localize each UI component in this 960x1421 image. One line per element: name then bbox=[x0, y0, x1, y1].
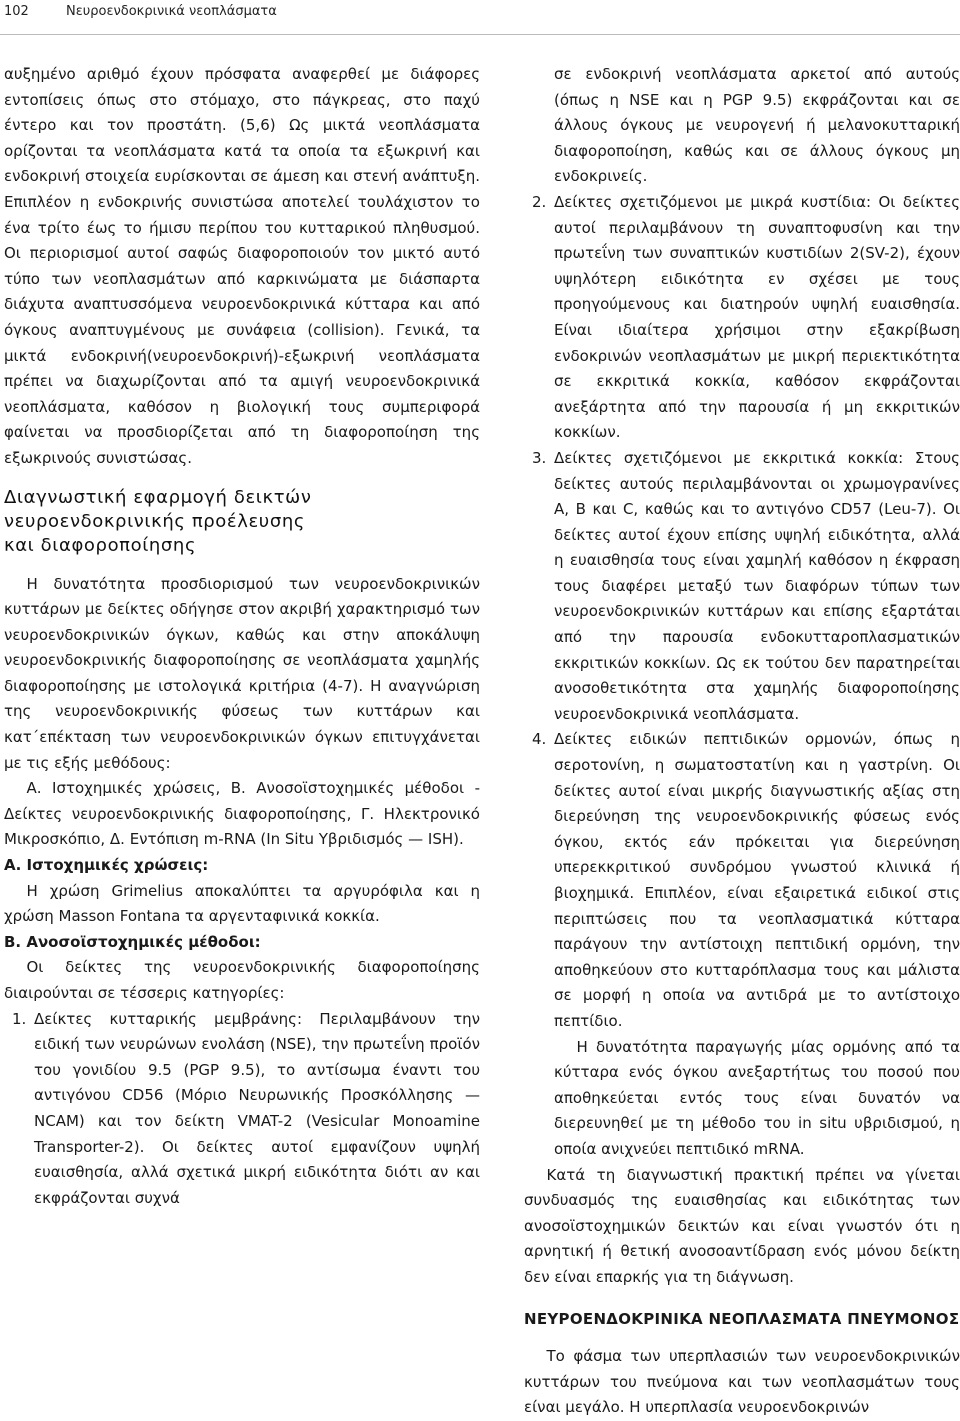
lung-intro-paragraph: Το φάσμα των υπερπλασιών των νευροενδοκρινικών κυττάρων του πνεύμονα και των νεοπλασμάτων τους είναι μεγάλο. Η υπερπλασία νευροενδοκρινών bbox=[524, 1347, 960, 1417]
marker-list bbox=[4, 1007, 480, 1212]
section-title-line-2: νευροενδοκρινικής προέλευσης bbox=[4, 510, 306, 532]
left-column bbox=[4, 62, 480, 1211]
list-item-text: Δείκτες σχετιζόμενοι με μικρά κυστίδια: Οι δείκτες αυτοί περιλαμβάνουν τη συναπτοφυσίνη και την πρωτεΐνη των συναπτικών κυστιδίων 2(SV-2), έχουν υψηλότερη ειδικότητα εν σχέσει με τους προηγούμενους και διατηρούν υψηλή ευαισθησία. Είναι ιδιαίτερα χρήσιμοι στην εξακρίβωση ενδοκρινών νεοπλασμάτων με μικρή περιεκτικότητα σε εκκριτικά κοκκία, καθόσον εκφράζονται ανεξάρτητα από την παρουσία ή μη εκκριτικών κοκκίων. bbox=[554, 192, 960, 442]
list-item bbox=[524, 62, 960, 190]
section-heading-lung-neoplasms: ΝΕΥΡΟΕΝΔΟΚΡΙΝΙΚΑ ΝΕΟΠΛΑΣΜΑΤΑ ΠΝΕΥΜΟΝΟΣ bbox=[524, 1309, 960, 1328]
list-item bbox=[524, 727, 960, 1162]
list-item-number: 4. bbox=[532, 730, 547, 749]
list-item-number: 1. bbox=[12, 1009, 27, 1028]
intro-paragraph: αυξημένο αριθμό έχουν πρόσφατα αναφερθεί με διάφορες εντοπίσεις όπως στο στόμαχο, στο πάγκρεας, στο παχύ έντερο και τον προστάτη. (5,6) Ως μικτά νεοπλάσματα ορίζονται τα νεοπλάσματα κατά τα οποία τα εξωκρινή και ενδοκρινή στοιχεία ευρίσκονται σε άμεση και στενή ανάπτυξη. Επιπλέον η ενδοκρινής συνιστώσα αποτελεί τουλάχιστον το ένα τρίτο έως το ήμισυ περίπου του κυτταρικού πληθυσμού. Οι περιορισμοί αυτοί σαφώς διαφοροποιούν τον μικτό αυτό τύπο των νεοπλασμάτων από καρκινώματα με διάσπαρτα διάχυτα αναπτυσσόμενα νευροενδοκρινικά κύτταρα και από όγκους αναπτυγμένους με συνάφεια (collision). Γενικά, τα μικτά ενδοκρινή(νευροενδοκρινή)-εξωκρινή νεοπλάσματα πρέπει να διαχωρίζονται από τα αμιγή νευροενδοκρινικά νεοπλάσματα, καθόσον η βιολογική τους συμπεριφορά φαίνεται να προσδιορίζεται από τη διαφοροποίηση της εξωκρινούς συνιστώσας. bbox=[4, 65, 480, 467]
list-item bbox=[4, 1007, 480, 1212]
list-item-text: Δείκτες σχετιζόμενοι με εκκριτικά κοκκία: Στους δείκτες αυτούς περιλαμβάνονται οι χρωμογρανίνες Α, Β και C, καθώς και το αντιγόνο CD57 (Leu-7). Οι δείκτες αυτοί έχουν επίσης υψηλή ειδικότητα, αλλά η ευαισθησία τους είναι χαμηλή καθόσον η έκφραση τους διαφέρει μεταξύ των διαφόρων τύπων των νευροενδοκρινικών κυττάρων και επίσης εξαρτάται από την παρουσία ενδοκυτταροπλασματικών εκκριτικών κοκκίων. Ως εκ τούτου δεν παρατηρείται ανοσοθετικότητα στα χαμηλής διαφοροποίησης νευροενδοκρινικά νεοπλάσματα. bbox=[554, 448, 960, 723]
list-item-text: Δείκτες ειδικών πεπτιδικών ορμονών, όπως η σεροτονίνη, η σωματοστατίνη και η γαστρίνη. Οι δείκτες αυτοί είναι μικρής διαγνωστικής αξίας στη διερεύνηση της νευροενδοκρινικής φύσεως ενός όγκου, εκτός εάν πρόκειται για διερεύνηση υπερεκκριτικού συνδρόμου γνωστού κλινικά ή βιοχημικά. Επιπλέον, είναι εξαιρετικά ειδικοί στις περιπτώσεις που τα νεοπλασματικά κύτταρα παράγουν την αντίστοιχη πεπτιδική ορμόνη, την αποθηκεύουν στο κυτταρόπλασμα τους και μάλιστα σε μορφή η οποία να αντιδρά με το αντίστοιχο πεπτίδιο. bbox=[554, 730, 960, 1030]
page-number: 102 bbox=[4, 4, 29, 19]
methods-intro-paragraph: Η δυνατότητα προσδιορισμού των νευροενδοκρινικών κυττάρων με δείκτες οδήγησε στον ακριβή χαρακτηρισμό των νευροενδοκρινικών όγκων, καθώς και στην αποκάλυψη νευροενδοκρινικής διαφοροποίησης σε νεοπλάσματα χαμηλής διαφοροποίησης με ιστολογικά κριτήρια (4-7). Η αναγνώριση της νευροενδοκρινικής φύσεως των κυττάρων και κατ΄επέκταση των νευροενδοκρινικών όγκων επιτυγχάνεται με τις εξής μεθόδους: bbox=[4, 574, 480, 772]
list-item-number: 2. bbox=[532, 192, 547, 211]
section-title-line-1: Διαγνωστική εφαρμογή δεικτών bbox=[4, 486, 312, 508]
right-column bbox=[524, 62, 960, 1421]
list-item-subparagraph: Η δυνατότητα παραγωγής μίας ορμόνης από τα κύτταρα ενός όγκου ανεξαρτήτως του ποσού που αποθηκεύεται εντός τους είναι δυνατόν να διερευνηθεί με τη μέθοδο του in situ υβριδισμού, η οποία ανιχνεύει πεπτιδικό mRNA. bbox=[554, 1037, 960, 1158]
running-title: Νευροενδοκρινικά νεοπλάσματα bbox=[66, 4, 277, 19]
diagnostic-practice-paragraph: Κατά τη διαγνωστική πρακτική πρέπει να γίνεται συνδυασμός της ευαισθησίας και ειδικότητας των ανοσοϊστοχημικών δεικτών και είναι γνωστόν ότι η αρνητική ή θετική ανοσοαντίδραση ενός μόνου δείκτη δεν είναι επαρκής για τη διάγνωση. bbox=[524, 1165, 960, 1286]
list-item-text: Δείκτες κυτταρικής μεμβράνης: Περιλαμβάνουν την ειδική των νευρώνων ενολάση (NSE), την πρωτεΐνη προϊόν του γονιδίου 9.5 (PGP 9.5), το αντίσωμα έναντι του αντιγόνου CD56 (Μόριο Νευρωνικής Προσκόλλησης —NCAM) και τον δείκτη VMAT-2 (Vesicular Monoamine Transporter-2). Οι δείκτες αυτοί εμφανίζουν υψηλή ευαισθησία, αλλά σχετικά μικρή ειδικότητα διότι αν και εκφράζονται συχνά bbox=[34, 1009, 480, 1207]
marker-categories-paragraph: Οι δείκτες της νευροενδοκρινικής διαφοροποίησης διαιρούνται σε τέσσερις κατηγορίες: bbox=[4, 958, 480, 1002]
section-title-line-3: και διαφοροποίησης bbox=[4, 534, 197, 556]
list-item bbox=[524, 446, 960, 728]
list-item-text: σε ενδοκρινή νεοπλάσματα αρκετοί από αυτούς (όπως η NSE και η PGP 9.5) εκφράζονται και σε άλλους όγκους με νευρογενή ή μελανοκυτταρική διαφοροποίηση, καθώς και σε άλλους όγκους μη ενδοκρινείς. bbox=[554, 65, 960, 186]
running-header bbox=[0, 0, 960, 24]
marker-list-continued bbox=[524, 62, 960, 1163]
section-title-diagnostic-markers bbox=[4, 486, 480, 558]
subhead-immunohistochemical-methods: Β. Ανοσοϊστοχημικές μέθοδοι: bbox=[4, 932, 261, 951]
header-divider bbox=[0, 34, 960, 35]
list-item bbox=[524, 190, 960, 446]
list-item-number: 3. bbox=[532, 448, 547, 467]
methods-list-paragraph: Α. Ιστοχημικές χρώσεις, Β. Ανοσοϊστοχημικές μέθοδοι - Δείκτες νευροενδοκρινικής διαφοροποίησης, Γ. Ηλεκτρονικό Μικροσκόπιο, Δ. Εντόπιση m-RNA (In Situ Υβριδισμός — ISH). bbox=[4, 779, 480, 849]
histochemical-paragraph: Η χρώση Grimelius αποκαλύπτει τα αργυρόφιλα και η χρώση Masson Fontana τα αργενταφινικά κοκκία. bbox=[4, 881, 480, 926]
subhead-histochemical-stains: Α. Ιστοχημικές χρώσεις: bbox=[4, 856, 209, 875]
